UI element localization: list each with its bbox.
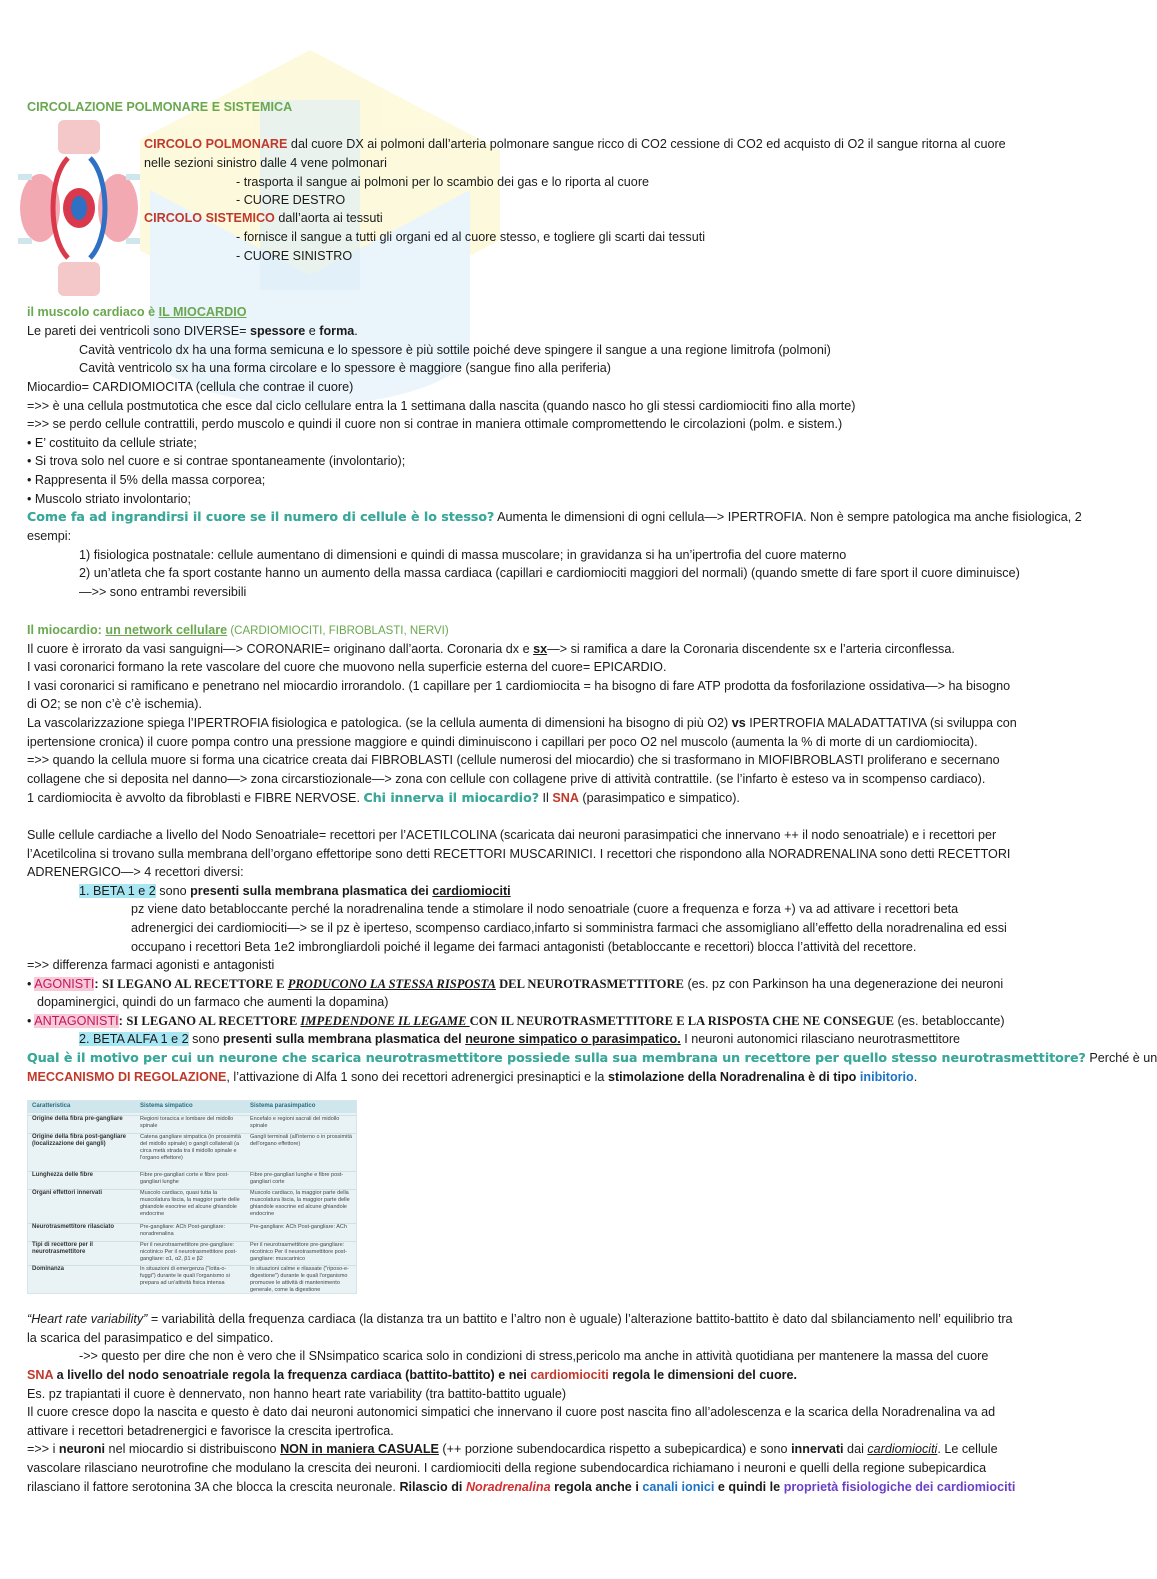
s3-l8: collagene che si deposita nel danno—> zona circarstiozionale—> zona con cellule con collagene prive di attività contrattile. (se l’infarto è esteso va in scompenso cardiaco). xyxy=(27,772,986,786)
sist-text: dall’aorta ai tessuti xyxy=(274,211,383,225)
s4-l2: l’Acetilcolina si trovano sulla membrana dell’organo effettoripe sono detti RECETTORI MUSCARINICI. I recettori che rispondono alla NORADRENALINA sono detti RECETTORI xyxy=(27,847,1011,861)
s4-q2: Qual è il motivo per cui un neurone che scarica neurotrasmettitore possiede sulla sua membrana un recettore per quello stesso neurotrasmettitore? xyxy=(27,1050,1086,1065)
table-cell: Neurotrasmettitore rilasciato xyxy=(32,1224,115,1230)
agonisti-line2 xyxy=(37,993,388,1012)
s5-l4d: regola le dimensioni del cuore. xyxy=(608,1368,798,1382)
table-cell: Gangli terminali (all'interno o in prossimità dell'organo effettore) xyxy=(250,1134,352,1147)
s5-l3: ->> questo per dire che non è vero che il SNsimpatico scarica solo in condizioni di stress,pericolo ma anche in attività quotidiana per mantenere la massa del cuore xyxy=(79,1349,989,1363)
section-title-miocardio xyxy=(27,303,247,322)
s2-l1c: e xyxy=(305,324,320,338)
s2-title-a: il muscolo cardiaco è xyxy=(27,305,159,319)
ag-d: DEL NEUROTRASMETTITORE xyxy=(495,977,684,991)
s3-line3 xyxy=(27,677,1010,696)
an-b: SI LEGANO AL RECETTORE xyxy=(126,1014,301,1028)
s5-l8d: NON in maniera CASUALE xyxy=(280,1442,439,1456)
s4-line3 xyxy=(27,863,244,882)
s3-line4 xyxy=(27,695,202,714)
table-h1: Caratteristica xyxy=(32,1103,71,1109)
s2-line7 xyxy=(27,434,197,453)
s2-l1d: forma xyxy=(319,324,355,338)
s3-line2 xyxy=(27,658,666,677)
ag-c: PRODUCONO LA STESSA RISPOSTA xyxy=(287,977,496,991)
beta-c: cardiomiociti xyxy=(432,884,511,898)
antagonisti-label: ANTAGONISTI xyxy=(34,1014,119,1028)
s5-line7 xyxy=(27,1422,394,1441)
s3-title-b: un network cellulare xyxy=(105,623,228,637)
s4-diff xyxy=(27,956,274,975)
s5-l7: attivare i recettori betadrenergici e favorisce la crescita ipertrofica. xyxy=(27,1424,394,1438)
an-e: (es. betabloccante) xyxy=(893,1014,1005,1028)
s5-l8c: nel miocardio si distribuiscono xyxy=(105,1442,281,1456)
ag-e: (es. pz con Parkinson ha una degenerazione dei neuroni xyxy=(683,977,1004,991)
s3-l4: di O2; se non c’è c’è ischemia). xyxy=(27,697,202,711)
s4-diff-text: =>> differenza farmaci agonisti e antagonisti xyxy=(27,958,275,972)
mec-a: , l’attivazione di Alfa 1 sono dei recettori adrenergici presinaptici e la xyxy=(226,1070,608,1084)
table-row xyxy=(28,1223,356,1242)
s5-l10g: proprietà fisiologiche dei cardiomiociti xyxy=(783,1480,1016,1494)
s3-l3: I vasi coronarici si ramificano e penetrano nel miocardio irrorandolo. (1 capillare per 1 cardiomiocita = ha bisogno di fare ATP prodotta da fosforilazione ossidativa—> ha bisogno xyxy=(27,679,1011,693)
s5-line3 xyxy=(79,1347,988,1366)
s2-l1a: Le pareti dei ventricoli sono DIVERSE= xyxy=(27,324,250,338)
table-cell: Dominanza xyxy=(32,1266,65,1272)
s4-meccanismo-line xyxy=(27,1068,917,1087)
s5-line8 xyxy=(27,1440,998,1459)
section1-title: CIRCOLAZIONE POLMONARE E SISTEMICA xyxy=(27,100,293,114)
s3-line1 xyxy=(27,640,955,659)
beta-label: 1. BETA 1 e 2 xyxy=(79,884,156,898)
s5-l1b: = variabilità della frequenza cardiaca (la distanza tra un battito e l’altro non è uguale) l’alterazione battito-battito è dato dal sbilanciamento nell’ equilibrio tra xyxy=(147,1312,1013,1326)
s2-q1: Come fa ad ingrandirsi il cuore se il numero di cellule è lo stesso? xyxy=(27,509,495,524)
table-cell: Pre-gangliare: ACh Post-gangliare: ACh xyxy=(250,1224,347,1230)
alfa-c: neurone simpatico o parasimpatico. xyxy=(465,1032,681,1046)
table-cell: In situazioni calme e rilassate ("riposo-e-digestione") durante le quali l'organismo promuove le attività di mantenimento generale, come la digestione xyxy=(250,1266,349,1293)
table-cell: Fibre pre-gangliari corte e fibre post-gangliari lunghe xyxy=(140,1172,229,1185)
s3-l5b: vs xyxy=(731,716,746,730)
s5-l6: Il cuore cresce dopo la nascita e questo è dato dai neuroni autonomici simpatici che innervano il cuore post nascita fino all’adolescenza e la scarica della Noradrenalina va ad xyxy=(27,1405,996,1419)
s2-l2: Cavità ventricolo dx ha una forma semicuna e lo spessore è più sottile poiché deve spingere il sangue a una regione limitrofa (polmoni) xyxy=(79,343,831,357)
s5-line9 xyxy=(27,1459,986,1478)
s2-line10 xyxy=(27,490,191,509)
s5-l8f: innervati xyxy=(791,1442,844,1456)
table-cell: Regioni toracica e lombare del midollo spinale xyxy=(140,1116,234,1129)
table-cell: Lunghezza delle fibre xyxy=(32,1172,94,1178)
table-cell: Per il neurotrasmettitore pre-gangliare: nicotinico Per il neurotrasmettitore post-gangliare: muscarinico xyxy=(250,1242,347,1262)
table-row xyxy=(28,1189,356,1224)
s5-l8h: cardiomiociti xyxy=(867,1442,938,1456)
s5-l8g: dai xyxy=(843,1442,868,1456)
polm-text2: nelle sezioni sinistro dalle 4 vene polmonari xyxy=(144,156,387,170)
s2-line8 xyxy=(27,452,405,471)
s3-line8 xyxy=(27,770,985,789)
s2-l1b: spessore xyxy=(249,324,306,338)
meccanismo-label: MECCANISMO DI REGOLAZIONE xyxy=(27,1070,227,1084)
s3-l1a: Il cuore è irrorato da vasi sanguigni—> CORONARIE= originano dall’aorta. Coronaria dx e xyxy=(27,642,534,656)
polm-bullet-1 xyxy=(236,173,649,192)
table-cell: Fibre pre-gangliari lunghe e fibre post-gangliari corte xyxy=(250,1172,344,1185)
s5-l9: vascolare rilasciano neurotrofine che modulano la crescita dei neuroni. I cardiomiociti della regione subendocardica richiamano i neuroni e quelli della regione subepicardica xyxy=(27,1461,987,1475)
s2-q1-ans: Aumenta le dimensioni di ogni cellula—> IPERTROFIA. Non è sempre patologica ma anche fisiologica, 2 xyxy=(494,510,1082,524)
s2-e1: 1) fisiologica postnatale: cellule aumentano di dimensioni e quindi di massa muscolare; in gravidanza si ha un’ipertrofia del cuore materno xyxy=(79,548,847,562)
s4-p2 xyxy=(131,919,1007,938)
s2-l5: =>> è una cellula postmutotica che esce dal ciclo cellulare entra la 1 settimana dalla nascita (quando nasco ho gli stessi cardiomiociti fino alla morte) xyxy=(27,399,856,413)
ag-b: SI LEGANO AL RECETTORE E xyxy=(102,977,288,991)
s4-p3-text: occupano i recettori Beta 1e2 imbrongliardoli poiché il legame dei farmaci antagonisti (betabloccante e recettori) blocca l’attività del recettore. xyxy=(131,940,917,954)
s3-l1c: —> si ramifica a dare la Coronaria discendente sx e l’arteria circonflessa. xyxy=(547,642,955,656)
table-cell: Muscolo cardiaco, la maggior parte della muscolatura liscia, la maggior parte delle ghiandole esocrine ed alcune ghiandole endocrine xyxy=(250,1190,350,1217)
s3-l2: I vasi coronarici formano la rete vascolare del cuore che muovono nella superficie esterna del cuore= EPICARDIO. xyxy=(27,660,667,674)
s3-line6 xyxy=(27,733,978,752)
table-row xyxy=(28,1241,356,1266)
s3-l6: ipertensione cronica) il cuore pompa contro una pressione maggiore e quindi diminuiscono i capillari per poco O2 nel muscolo (aumenta la % di morte di un cardiomiocita). xyxy=(27,735,978,749)
s5-l10f: e quindi le xyxy=(714,1480,784,1494)
s4-p3 xyxy=(131,938,916,957)
s3-l9c: Il xyxy=(539,791,553,805)
table-cell: Origine della fibra pre-gangliare xyxy=(32,1116,123,1122)
s2-l8: • Si trova solo nel cuore e si contrae spontaneamente (involontario); xyxy=(27,454,406,468)
table-header xyxy=(28,1101,356,1113)
s5-line6 xyxy=(27,1403,995,1422)
s3-line7 xyxy=(27,751,1000,770)
s2-l7: • E’ costituito da cellule striate; xyxy=(27,436,197,450)
s3-l5a: La vascolarizzazione spiega l’IPERTROFIA fisiologica e patologica. (se la cellula aumenta di dimensioni ha bisogno di più O2) xyxy=(27,716,732,730)
polm-b1: - trasporta il sangue ai polmoni per lo scambio dei gas e lo riporta al cuore xyxy=(236,175,650,189)
s2-e3: —>> sono entrambi reversibili xyxy=(79,585,247,599)
s3-l9d: SNA xyxy=(552,791,579,805)
s3-l9e: (parasimpatico e simpatico). xyxy=(578,791,740,805)
s4-p2-text: adrenergici dei cardiomiociti—> se il pz è iperteso, scompenso cardiaco,infarto si somministra farmaci che assomigliano all’effetto della noradrenalina ed essi xyxy=(131,921,1007,935)
ag-a: : xyxy=(94,977,103,991)
table-cell: Origine della fibra post-gangliare (localizzazione dei gangli) xyxy=(32,1134,127,1147)
s4-l1: Sulle cellule cardiache a livello del Nodo Senoatriale= recettori per l’ACETILCOLINA (scaricata dai neuroni parasimpatici che innervano ++ il nodo senoatriale) e i recettori per xyxy=(27,828,997,842)
an-c: IMPEDENDONE IL LEGAME xyxy=(300,1014,470,1028)
s2-line9 xyxy=(27,471,265,490)
beta-receptor-line xyxy=(79,882,511,901)
s5-l4b: a livello del nodo senoatriale regola la frequenza cardiaca (battito-battito) e nei xyxy=(53,1368,531,1382)
circolo-sistemico-line xyxy=(144,209,383,228)
s2-q1-ans2: esempi: xyxy=(27,529,72,543)
s5-l4a: SNA xyxy=(27,1368,54,1382)
s2-line4 xyxy=(27,378,353,397)
table-row xyxy=(28,1265,356,1293)
bullet-dot-2: • xyxy=(27,1014,35,1028)
table-h3: Sistema parasimpatico xyxy=(250,1103,316,1109)
s5-l2: la scarica del parasimpatico e del simpatico. xyxy=(27,1331,274,1345)
s2-l3: Cavità ventricolo sx ha una forma circolare e lo spessore è maggiore (sangue fino alla periferia) xyxy=(79,361,611,375)
s4-q2-ans: Perché è un xyxy=(1085,1051,1157,1065)
s5-line1 xyxy=(27,1310,1013,1329)
s3-l9b: Chi innerva il miocardio? xyxy=(363,790,540,805)
ag-f: dopaminergici, quindi do un farmaco che aumenti la dopamina) xyxy=(37,995,389,1009)
alfa-a: sono xyxy=(188,1032,223,1046)
s2-line6 xyxy=(27,415,842,434)
circolo-sistemico-label: CIRCOLO SISTEMICO xyxy=(144,211,275,225)
s4-p1 xyxy=(131,900,958,919)
s5-l4c: cardiomiociti xyxy=(530,1368,609,1382)
s2-l10: • Muscolo striato involontario; xyxy=(27,492,192,506)
s4-question-2 xyxy=(27,1049,1157,1068)
s2-example-1 xyxy=(79,546,846,565)
s3-line5 xyxy=(27,714,1017,733)
s2-example-2 xyxy=(79,564,1020,583)
s2-title-b: IL MIOCARDIO xyxy=(158,305,247,319)
s5-l8e: (++ porzione subendocardica rispetto a subepicardica) e sono xyxy=(438,1442,792,1456)
s2-l9: • Rappresenta il 5% della massa corporea; xyxy=(27,473,266,487)
table-cell: In situazioni di emergenza ("lotta-o-fuggi") durante le quali l'organismo si prepara ad un'attività fisica intensa xyxy=(140,1266,230,1286)
s4-p1-text: pz viene dato betabloccante perché la noradrenalina tende a stimolare il nodo senoatriale (cuore a frequenza e forza +) va ad attivare i recettori beta xyxy=(131,902,959,916)
mec-b: stimolazione della Noradrenalina è di tipo xyxy=(607,1070,860,1084)
s5-line2 xyxy=(27,1329,273,1348)
s5-l5: Es. pz trapiantati il cuore è dennervato, non hanno heart rate variability (tra battito-battito uguale) xyxy=(27,1387,567,1401)
s2-line5 xyxy=(27,397,856,416)
an-d: CON IL NEUROTRASMETTITORE E LA RISPOSTA CHE NE CONSEGUE xyxy=(469,1014,894,1028)
s5-l10e: canali ionici xyxy=(642,1480,715,1494)
s5-l10a: rilasciano il fattore serotonina 3A che blocca la crescita neuronale. xyxy=(27,1480,400,1494)
s2-l4: Miocardio= CARDIOMIOCITA (cellula che contrae il cuore) xyxy=(27,380,354,394)
s2-question-1 xyxy=(27,508,1082,527)
section-title-circolazione xyxy=(27,98,292,117)
agonisti-line xyxy=(27,975,1003,994)
s3-l1b: sx xyxy=(533,642,548,656)
s5-l10c: Noradrenalina xyxy=(465,1480,551,1494)
sist-b1: - fornisce il sangue a tutti gli organi ed al cuore stesso, e togliere gli scarti dai tessuti xyxy=(236,230,706,244)
s5-line10 xyxy=(27,1478,1015,1497)
table-cell: Muscolo cardiaco, quasi tutta la muscolatura liscia, la maggior parte delle ghiandole esocrine ed alcune ghiandole endocrine xyxy=(140,1190,240,1217)
bullet-dot: • xyxy=(27,977,35,991)
s3-l9a: 1 cardiomiocita è avvolto da fibroblasti e FIBRE NERVOSE. xyxy=(27,791,364,805)
s5-line4 xyxy=(27,1366,797,1385)
s2-l1e: . xyxy=(354,324,358,338)
mec-d: . xyxy=(913,1070,918,1084)
beta-a: sono xyxy=(155,884,191,898)
alfa-label: 2. BETA ALFA 1 e 2 xyxy=(79,1032,189,1046)
beta-b: presenti sulla membrana plasmatica dei xyxy=(190,884,433,898)
table-row xyxy=(28,1133,356,1172)
antagonisti-line xyxy=(27,1012,1005,1031)
s3-l7: =>> quando la cellula muore si forma una cicatrice creata dai FIBROBLASTI (cellule numerosi del miocardio) che si trasformano in MIOFIBROBLASTI proliferano e secernano xyxy=(27,753,1000,767)
s2-line3 xyxy=(79,359,611,378)
table-row xyxy=(28,1115,356,1134)
mec-c: inibitorio xyxy=(859,1070,914,1084)
sist-b2: - CUORE SINISTRO xyxy=(236,249,353,263)
s4-l3: ADRENERGICO—> 4 recettori diversi: xyxy=(27,865,244,879)
s5-l8a: =>> i xyxy=(27,1442,59,1456)
an-a: : xyxy=(118,1014,127,1028)
table-row xyxy=(28,1171,356,1190)
s2-example-3 xyxy=(79,583,246,602)
table-h2: Sistema simpatico xyxy=(140,1103,193,1109)
agonisti-label: AGONISTI xyxy=(34,977,95,991)
polm-bullet-2 xyxy=(236,191,345,210)
s3-title-a: Il miocardio: xyxy=(27,623,106,637)
sist-bullet-1 xyxy=(236,228,705,247)
polm-b2: - CUORE DESTRO xyxy=(236,193,346,207)
s2-l6: =>> se perdo cellule contrattili, perdo muscolo e quindi il cuore non si contrae in maniera ottimale compromettendo le circolazioni (polm. e sistem.) xyxy=(27,417,843,431)
s3-line9 xyxy=(27,789,740,808)
s5-l8i: . Le cellule xyxy=(937,1442,998,1456)
s2-line2 xyxy=(79,341,831,360)
s5-line5 xyxy=(27,1385,566,1404)
s4-line2 xyxy=(27,845,1010,864)
s3-l5c: IPERTROFIA MALADATTATIVA (si sviluppa con xyxy=(745,716,1017,730)
autonomic-comparison-table xyxy=(27,1100,357,1294)
sist-bullet-2 xyxy=(236,247,352,266)
s2-line1 xyxy=(27,322,358,341)
circolo-polmonare-line xyxy=(144,135,1006,154)
s2-e2: 2) un’atleta che fa sport costante hanno un aumento della massa cardiaca (capillari e cardiomiociti maggiori del normali) (quando smette di fare sport il cuore diminuisce) xyxy=(79,566,1020,580)
table-cell: Organi effettori innervati xyxy=(32,1190,103,1196)
s5-l1a: “Heart rate variability” xyxy=(27,1312,148,1326)
s2-line-esempi xyxy=(27,527,71,546)
s5-l8b: neuroni xyxy=(58,1442,106,1456)
alfa-d: I neuroni autonomici rilasciano neurotrasmettitore xyxy=(680,1032,961,1046)
s5-l10b: Rilascio di xyxy=(399,1480,466,1494)
s4-line1 xyxy=(27,826,996,845)
circulation-diagram-image xyxy=(18,118,140,298)
table-cell: Catena gangliare simpatica (in prossimità del midollo spinale) o gangli collaterali (a circa metà strada tra il midollo spinale e l'organo effettore) xyxy=(140,1134,241,1161)
alfa-receptor-line xyxy=(79,1030,960,1049)
s5-l10d: regola anche i xyxy=(550,1480,643,1494)
table-cell: Tipi di recettore per il neurotrasmettitore xyxy=(32,1242,93,1255)
alfa-b: presenti sulla membrana plasmatica del xyxy=(223,1032,466,1046)
table-cell: Pre-gangliare: ACh Post-gangliare: noradrenalina xyxy=(140,1224,225,1237)
section-title-network xyxy=(27,621,449,641)
table-cell: Encefalo e regioni sacrali del midollo spinale xyxy=(250,1116,340,1129)
s3-title-c: (CARDIOMIOCITI, FIBROBLASTI, NERVI) xyxy=(227,625,449,637)
circolo-polmonare-label: CIRCOLO POLMONARE xyxy=(144,137,288,151)
circolo-polmonare-line2 xyxy=(144,154,387,173)
circolo-polmonare-text: dal cuore DX ai polmoni dall’arteria polmonare sangue ricco di CO2 cessione di CO2 ed acquisto di O2 il sangue ritorna al cuore xyxy=(287,137,1006,151)
table-cell: Per il neurotrasmettitore pre-gangliare: nicotinico Per il neurotrasmettitore post-gangliare: α1, α2, β1 e β2 xyxy=(140,1242,237,1262)
